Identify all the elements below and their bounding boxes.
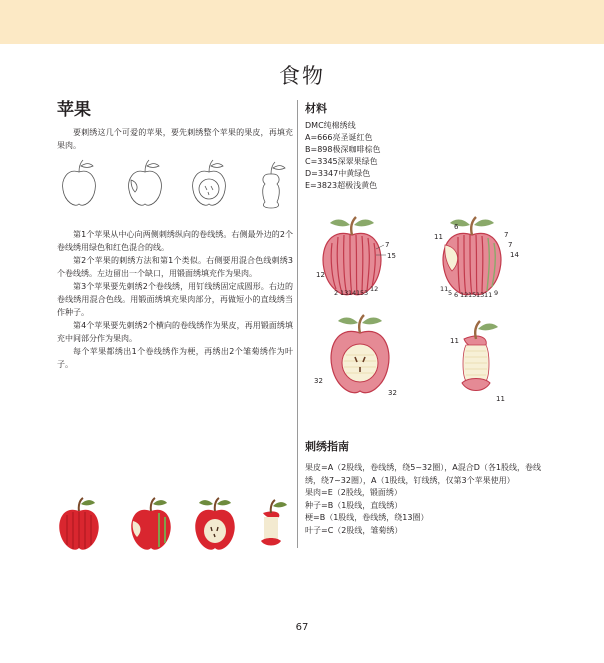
materials-heading: 材料 (305, 102, 327, 115)
material-item: D=3347中黄绿色 (305, 169, 371, 178)
stitch-guide-section (305, 438, 550, 537)
outline-sketches-svg (57, 158, 287, 210)
photo-apple-1 (59, 498, 98, 550)
label-apple4-11b: 11 (496, 395, 505, 403)
photo-apple-3 (195, 498, 234, 550)
intro-paragraph: 要刺绣这几个可爱的苹果，要先刺绣整个苹果的果皮，再填充果肉。 (57, 128, 293, 150)
label-apple1-3: 3 (364, 289, 369, 297)
label-apple1-5: 5 (360, 289, 365, 297)
diagram-apple-1 (316, 217, 396, 297)
step-paragraph-3: 第3个苹果要先刺绣2个卷线绣，用钉线绣固定成圆形。右边的卷线绣用混合色线。用锻面绣填充果肉部分，再做短小的直线绣当作种子。 (57, 282, 293, 317)
outline-apple-1 (63, 160, 96, 205)
label-apple1-12a: 12 (316, 271, 325, 279)
material-item: DMC纯棉绣线 (305, 121, 356, 130)
label-apple2-6b: 6 (454, 291, 459, 299)
label-apple1-13: 13 (340, 289, 349, 297)
guide-line-skin: 果皮=A（2股线，卷线绣，绕5~32圈），A混合D（各1股线，卷线绣，绕7~32圈），A（1股线，钉线绣，仅第3个苹果使用） (305, 463, 541, 485)
diagram-apple-4 (450, 321, 505, 403)
stitch-diagrams-svg (310, 215, 560, 415)
apple-heading: 苹果 (57, 100, 91, 120)
guide-line-flesh: 果肉=E（2股线，锻面绣） (305, 488, 402, 497)
label-apple1-12b: 12 (370, 285, 379, 293)
photo-apple-2 (131, 498, 170, 550)
label-apple2-7a: 7 (504, 231, 509, 239)
finished-apples-photo (55, 495, 295, 553)
label-apple2-13: 13 (476, 291, 485, 299)
page-number: 67 (295, 622, 309, 633)
header-band (0, 0, 604, 44)
stitch-guide-heading: 刺绣指南 (305, 440, 349, 453)
label-apple2-12: 12 (460, 291, 469, 299)
label-apple2-15: 15 (468, 291, 477, 299)
instruction-steps (57, 228, 293, 371)
stitch-guide-list (305, 462, 550, 537)
material-item: B=898极深咖啡棕色 (305, 145, 381, 154)
label-apple1-7: 7 (385, 241, 390, 249)
label-apple1-1: 1 (356, 289, 361, 297)
material-item: C=3345深翠果绿色 (305, 157, 378, 166)
finished-apples-svg (55, 495, 295, 553)
label-apple1-2: 2 (334, 289, 339, 297)
outline-apple-3 (193, 160, 226, 205)
apple-section (57, 100, 293, 152)
label-apple2-7b: 7 (508, 241, 513, 249)
outline-apple-4 (263, 162, 285, 208)
step-paragraph-2: 第2个苹果的刺绣方法和第1个类似。右侧要用混合色线刺绣3个卷线绣。左边留出一个缺口，用锻面绣填充作为果肉。 (57, 256, 293, 278)
label-apple2-14: 14 (510, 251, 519, 259)
label-apple2-11b: 11 (440, 285, 449, 293)
guide-line-stem: 梗=B（1股线，卷线绣，绕13圈） (305, 513, 429, 522)
label-apple4-11a: 11 (450, 337, 459, 345)
step-paragraph-4: 第4个苹果要先刺绣2个横向的卷线绣作为果皮，再用锻面绣填充中间部分作为果肉。 (57, 321, 293, 343)
stitch-diagrams (310, 215, 560, 415)
material-item: A=666亮圣诞红色 (305, 133, 373, 142)
material-item: E=3823超极浅黄色 (305, 181, 378, 190)
page-title: 食物 (279, 64, 325, 88)
label-apple2-5: 5 (448, 289, 453, 297)
outline-sketches (57, 158, 287, 210)
photo-apple-4 (261, 500, 287, 546)
label-apple3-32a: 32 (314, 377, 323, 385)
step-paragraph-1: 第1个苹果从中心向两侧刺绣纵向的卷线绣。右侧最外边的2个卷线绣用绿色和红色混合的线。 (57, 230, 293, 252)
outline-apple-2 (129, 160, 162, 205)
materials-section (305, 100, 560, 192)
guide-line-leaves: 叶子=C（2股线，雏菊绣） (305, 525, 403, 535)
materials-list (305, 120, 560, 192)
label-apple3-32b: 32 (388, 389, 397, 397)
diagram-apple-2 (434, 217, 519, 299)
step-paragraph-5: 每个苹果都绣出1个卷线绣作为梗，再绣出2个雏菊绣作为叶子。 (57, 347, 293, 369)
label-apple2-11a: 11 (434, 233, 443, 241)
label-apple2-6a: 6 (454, 223, 459, 231)
guide-line-seeds: 种子=B（1股线，直线绣） (305, 500, 403, 510)
column-divider (297, 100, 298, 548)
label-apple2-9: 9 (494, 289, 499, 297)
label-apple1-14: 14 (348, 289, 357, 297)
diagram-apple-3 (314, 315, 397, 397)
label-apple1-15: 15 (387, 252, 396, 260)
label-apple2-11c: 11 (484, 291, 493, 299)
